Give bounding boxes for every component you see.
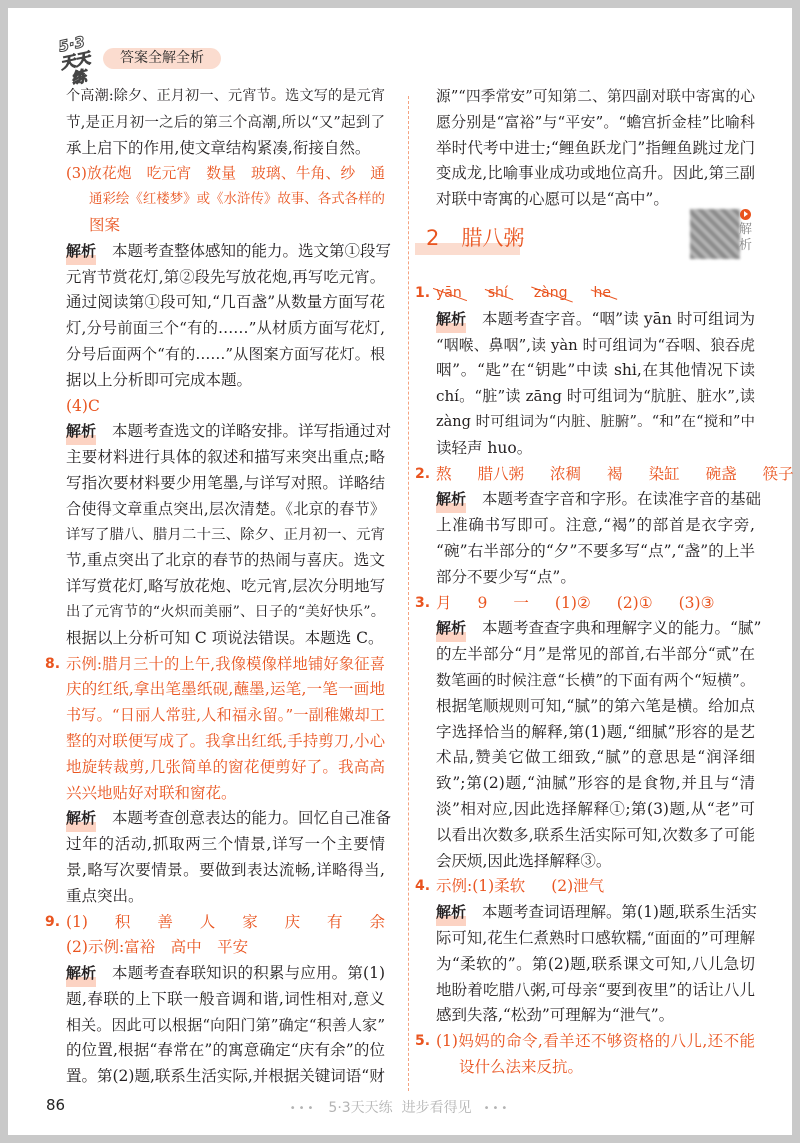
answer-line: (1)积善人家庆有余 9. (66, 910, 385, 936)
answer-item: (2)① (616, 593, 653, 612)
answer-line: 书写。“日丽人常驻,人和福永留。”一副稚嫩却工 (66, 706, 385, 725)
text-block (66, 84, 385, 161)
answer-line: (4)C (66, 396, 100, 415)
analysis-line: 重点突出。 (66, 886, 144, 905)
analysis-line: 地盼着吃腊八粥,可母亲“要到夜里”的话让八儿 (436, 980, 755, 999)
analysis-line (66, 961, 385, 987)
analysis-line: 会厌烦,因此选择解释③。 (436, 851, 612, 870)
answer-item: 熬 (436, 464, 452, 483)
analysis-label: 解析 (66, 239, 96, 265)
analysis-line: 置。第(2)题,联系生活实际,并根据关键词语“财 (66, 1067, 385, 1086)
question-number: 1. (415, 284, 431, 301)
analysis-block (436, 900, 755, 1029)
analysis-line: 节,重点突出了北京的春节的热闹与喜庆。选文 (66, 551, 385, 570)
analysis-line: 数笔画的时候注意“长横”的下面有两个“短横”。 (436, 670, 755, 689)
page-number: 86 (46, 1096, 66, 1114)
analysis-line: “咽喉、鼻咽”,读 yàn 时可组词为“吞咽、狼吞虎 (436, 336, 755, 354)
analysis-line: 以看出次数多,联系生活实际可知,次数多了可能 (436, 825, 755, 844)
answer-item: 染缸 (648, 464, 680, 483)
footer-slogan (0, 1097, 800, 1117)
analysis-line: 读轻声 huo。 (436, 438, 533, 457)
answer-line (415, 281, 755, 307)
answer-line: 兴兴地贴好对联和窗花。 (66, 783, 237, 802)
analysis-line: 术品,赞美它做工细致,“腻”的意思是“润泽细 (436, 748, 755, 767)
answer-line: 地旋转裁剪,几张简单的窗花便剪好了。我高高 (66, 757, 385, 776)
answer-item: (3)③ (678, 593, 715, 612)
answer-item: 褐 (607, 464, 623, 483)
answer-line: 设什么法来反抗。 (459, 1057, 584, 1076)
right-column (415, 84, 794, 1081)
footer-dots-left: ••• (289, 1102, 317, 1114)
footer-slogan-text: 进步看得见 (401, 1100, 472, 1116)
analysis-block (66, 239, 392, 394)
question-number: 4. (415, 878, 431, 895)
text-line: 个高潮:除夕、正月初一、元宵节。选文写的是元宵 (66, 88, 385, 104)
pinyin-answer: he (594, 281, 612, 307)
analysis-label: 解析 (66, 419, 96, 445)
analysis-line: 详写了腊八、腊月二十三、除夕、正月初一、元宵 (66, 526, 385, 543)
text-block (436, 84, 755, 213)
analysis-line: 际可知,花生仁煮熟时口感软糯,“面面的”可理解 (436, 928, 755, 947)
analysis-line (436, 307, 755, 333)
text-line: 承上启下的作用,使文章结构紧凑,衔接自然。 (66, 138, 371, 157)
analysis-line: zàng 时可组词为“内脏、脏腑”。“和”在“搅和”中 (436, 413, 755, 430)
answer-block (45, 652, 385, 807)
analysis-text: 本题考查字音和字形。在读准字音的基础 (482, 490, 762, 509)
analysis-line: 部分不要少写“点”。 (436, 567, 576, 586)
lesson-title (426, 222, 524, 252)
question-number: 5. (415, 1033, 431, 1050)
text-line: 愿分别是“富裕”与“平安”。“蟾宫折金桂”比喻科 (436, 112, 755, 131)
qr-code (690, 209, 740, 259)
analysis-block (436, 307, 755, 462)
analysis-text: 本题考查词语理解。第(1)题,联系生活实 (482, 903, 757, 922)
answer-line: (1)妈妈的命令,看羊还不够资格的八儿,还不能 5. (436, 1029, 755, 1055)
analysis-line: 合使得文章重点突出,层次清楚。《北京的春节》 (66, 499, 385, 518)
answer-line: 示例:腊月三十的上午,我像模像样地铺好象征喜 8. (66, 652, 385, 678)
analysis-line (66, 239, 392, 265)
text-line: 举时代考中进士;“鲤鱼跃龙门”指鲤鱼跳过龙门 (436, 138, 755, 157)
question-number: 2. (415, 465, 431, 482)
analysis-line: 相关。因此可以根据“向阳门第”确定“积善人家” (66, 1015, 385, 1034)
section-badge: 答案全解全析 (103, 48, 221, 69)
analysis-line: 咽”。“匙”在“钥匙”中读 shi,在其他情况下读 (436, 361, 755, 380)
analysis-label: 解析 (436, 487, 466, 513)
answer-line (415, 462, 794, 488)
pinyin-answer: shí (488, 281, 508, 307)
answer-item: 腊八粥 (477, 464, 525, 483)
answer-item: 碗盏 (705, 464, 737, 483)
analysis-line: “碗”右半部分的“夕”不要多写“点”,“盏”的上半 (436, 541, 755, 560)
analysis-label: 解析 (436, 900, 466, 926)
left-column (45, 84, 392, 1090)
answer_hanging-block (66, 161, 385, 238)
column-divider (408, 96, 409, 1091)
footer-brand: 5·3天天练 (328, 1100, 393, 1116)
answer-item: 一 (513, 593, 529, 612)
analysis-line: 上准确书写即可。注意,“褐”的部首是衣字旁, (436, 516, 755, 535)
answer-block (45, 910, 385, 962)
analysis-block (66, 806, 392, 909)
analysis-line: 详写赏花灯,略写放花炮、吃元宵,层次分明地写 (66, 577, 385, 596)
answer-item: 筷子 (762, 464, 794, 483)
answer-line: (3)放花炮 吃元宵 数量 玻璃、牛角、纱 通 (66, 165, 385, 183)
heading-block (426, 213, 755, 281)
analysis-line (66, 806, 392, 832)
analysis-line: 写指次要材料要少用笔墨,与详写对照。详略结 (66, 473, 385, 492)
pinyin-answer: yān (436, 281, 462, 307)
analysis-block (66, 419, 392, 651)
analysis-line: 字选择恰当的解释,第(1)题,“细腻”形容的是艺 (436, 722, 755, 741)
items-block (415, 874, 755, 900)
analysis-line: 分号后面两个“有的……”从图案方面写花灯。根 (66, 344, 385, 363)
analysis-text: 本题考查创意表达的能力。回忆自己准备 (112, 809, 392, 828)
analysis-text: 本题考查整体感知的能力。选文第①段写 (112, 241, 392, 260)
analysis-text: 本题考查选文的详略安排。详写指通过对 (112, 422, 392, 441)
analysis-line: 淡”相对应,因此选择解释①;第(3)题,从“老”可 (436, 799, 755, 818)
question-number: 3. (415, 594, 431, 611)
analysis-text: 本题考查查字典和理解字义的能力。“腻” (482, 619, 762, 638)
answer-line: 通彩绘《红楼梦》或《水浒传》故事、各式各样的 (89, 192, 385, 208)
analysis-line (66, 419, 392, 445)
analysis-line: 过年的活动,抓取两三个情景,详写一个主要情 (66, 835, 385, 854)
answer-line (415, 874, 755, 900)
play-icon[interactable] (740, 209, 751, 220)
analysis-line: 致”;第(2)题,“油腻”形容的是食物,并且与“清 (436, 774, 755, 793)
analysis-block (436, 487, 762, 590)
analysis-line (436, 900, 755, 926)
analysis-line: 根据笔顺规则可知,“腻”的第六笔是横。给加点 (436, 696, 755, 715)
analysis-line: 元宵节赏花灯,第②段先写放花炮,再写吃元宵。 (66, 267, 385, 286)
analysis-label: 解析 (66, 961, 96, 987)
analysis-text: 本题考查字音。“咽”读 yān 时可组词为 (482, 309, 755, 328)
lesson-number: 2 (426, 225, 440, 250)
analysis-line (436, 616, 762, 642)
analysis-line: 通过阅读第①段可知,“几百盏”从数量方面写花 (66, 293, 385, 312)
lesson-heading (426, 213, 755, 281)
analysis-line: 的左半部分“月”是常见的部首,右半部分“贰”在 (436, 645, 755, 664)
answer-item: 示例:(1)柔软 (436, 877, 526, 896)
lesson-name: 腊八粥 (461, 225, 525, 250)
answer-item: 月 (436, 593, 452, 612)
analysis-block (436, 616, 762, 874)
analysis-line: 的位置,根据“春常在”的寓意确定“庆有余”的位 (66, 1041, 385, 1060)
text-line: 对联中寄寓的心愿可以是“高中”。 (436, 190, 669, 209)
text-line: 源”“四季常安”可知第二、第四副对联中寄寓的心 (436, 88, 755, 105)
analysis-line: 据以上分析即可完成本题。 (66, 370, 253, 389)
analysis-line: 景,略写次要情景。要做到表达流畅,详略得当, (66, 860, 385, 879)
analysis-label: 解析 (66, 806, 96, 832)
answer-block (66, 394, 385, 420)
question-number: 9. (45, 913, 61, 930)
qr-label: 解析 (739, 221, 753, 253)
analysis-block (66, 961, 385, 1090)
items-block (415, 462, 794, 488)
answer-item: 浓稠 (550, 464, 582, 483)
analysis-line: chí。“脏”读 zāng 时可组词为“肮脏、脏水”,读 (436, 387, 755, 406)
footer-dots-right: ••• (483, 1102, 511, 1114)
analysis-line: 灯,分号前面三个“有的……”从材质方面写花灯, (66, 319, 385, 338)
analysis-label: 解析 (436, 307, 466, 333)
answer-line: 图案 (89, 215, 121, 234)
analysis-line: 为“柔软的”。第(2)题,联系课文可知,八儿急切 (436, 954, 755, 973)
text-line: 节,是正月初一之后的第三个高潮,所以“又”起到了 (66, 113, 385, 131)
analysis-line: 出了元宵节的“火炽而美丽”、日子的“美好快乐”。 (66, 603, 385, 620)
items-block (415, 591, 755, 617)
answer-item: 9 (477, 593, 488, 612)
answer-line (415, 591, 755, 617)
answer-line: 庆的红纸,拿出笔墨纸砚,蘸墨,运笔,一笔一画地 (66, 680, 385, 699)
text-line: 变成龙,比喻事业成功或地位高升。因此,第三副 (436, 164, 755, 183)
answer-item: (2)泄气 (551, 877, 605, 896)
pinyin-block (415, 281, 755, 307)
analysis-text: 本题考查春联知识的积累与应用。第(1) (112, 964, 385, 983)
question-number: 8. (45, 655, 61, 672)
answer_hanging-block (415, 1029, 755, 1081)
brand-logo: 5·3 天天练 (56, 32, 92, 88)
answer-item: (1)② (554, 593, 591, 612)
analysis-label: 解析 (436, 616, 466, 642)
analysis-line: 根据以上分析可知 C 项说法错误。本题选 C。 (66, 628, 384, 647)
analysis-line: 题,春联的上下联一般音调和谐,词性相对,意义 (66, 989, 385, 1008)
analysis-line (436, 487, 762, 513)
analysis-line: 感到失落,“松劲”可理解为“泄气”。 (436, 1006, 675, 1025)
analysis-line: 主要材料进行具体的叙述和描写来突出重点;略 (66, 448, 385, 467)
answer-line: (2)示例:富裕 高中 平安 (66, 938, 249, 957)
pinyin-answer: zàng (534, 281, 568, 307)
answer-line: 整的对联便写成了。我拿出红纸,手持剪刀,小心 (66, 731, 385, 750)
